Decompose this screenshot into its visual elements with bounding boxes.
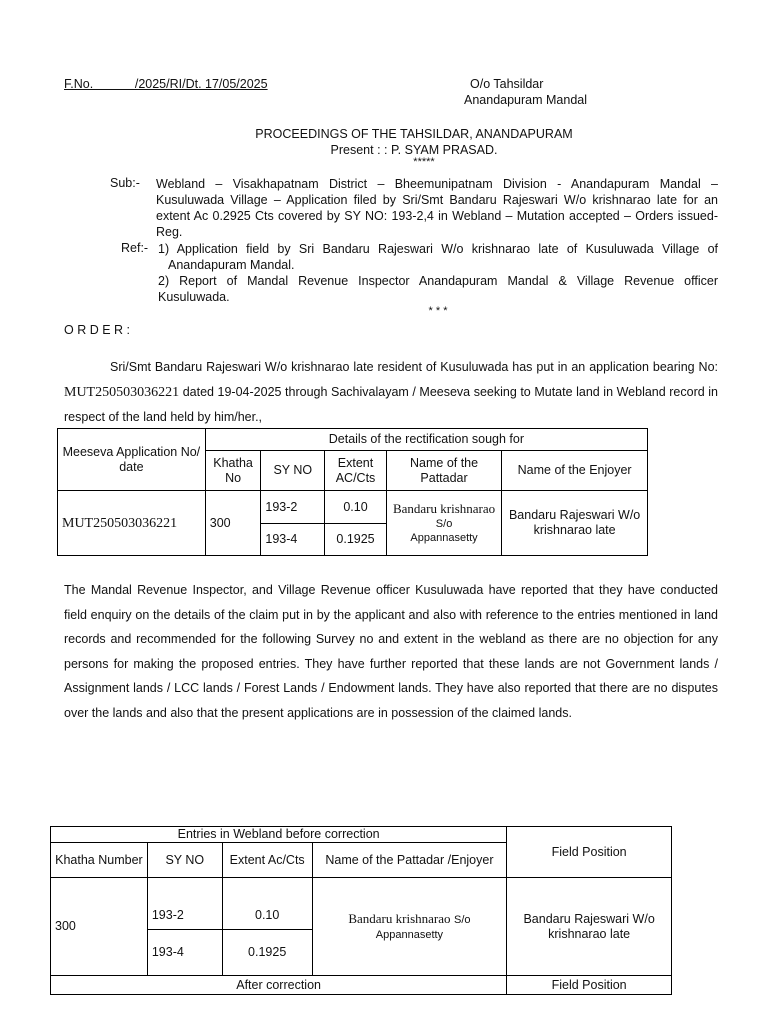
cell-extent: 0.1925 xyxy=(222,930,312,976)
cell-syno: 193-2 xyxy=(147,878,222,930)
group-header: Details of the rectification sough for xyxy=(205,429,647,451)
proceedings-title: PROCEEDINGS OF THE TAHSILDAR, ANANDAPURAM xyxy=(255,127,573,141)
pattadar-name: Bandaru krishnarao xyxy=(392,500,496,516)
present-officer: Present : : P. SYAM PRASAD. xyxy=(330,143,498,157)
webland-entries-table xyxy=(50,826,672,995)
file-number: F.No. /2025/RI/Dt. 17/05/2025 xyxy=(64,77,268,91)
col-khatha: Khatha No xyxy=(205,451,261,491)
col-syno: SY NO xyxy=(147,843,222,878)
rectification-table xyxy=(57,428,648,556)
col-extent: Extent AC/Cts xyxy=(325,451,387,491)
title-stars: ***** xyxy=(413,156,435,168)
order-text-a: Sri/Smt Bandaru Rajeswari W/o krishnarao late resident of Kusuluwada has put in an application bearing No: xyxy=(110,360,718,374)
after-correction-title: After correction xyxy=(51,976,507,995)
cell-extent: 0.10 xyxy=(325,491,387,524)
sub-label: Sub:- xyxy=(110,176,140,190)
cell-pattadar xyxy=(386,491,501,556)
ref-item-1-text: 1) Application field by Sri Bandaru Rajeswari W/o krishnarao late of Kusuluwada Village of Anandapuram Mandal. xyxy=(158,242,718,272)
report-paragraph: The Mandal Revenue Inspector, and Village Revenue officer Kusuluwada have reported that they have conducted field enquiry on the details of the claim put in by the applicant and also with reference to the entries mentioned in land records and recommended for the following Survey no and extent in the webland as there are no objection for any persons for making the proposed entries. They have further reported that these lands are not Government lands / Assignment lands / LCC lands / Forest Lands / Endowment lands. They have also reported that there are no disputes over the lands and also that the present applications are in possession of the claimed lands. xyxy=(64,583,718,720)
col-pattadar: Name of the Pattadar xyxy=(386,451,501,491)
table-row xyxy=(51,878,672,930)
cell-khatha: 300 xyxy=(205,491,261,556)
office-line-2: Anandapuram Mandal xyxy=(464,93,587,107)
ref-item-1 xyxy=(158,241,718,273)
col-field-position: Field Position xyxy=(507,827,672,878)
cell-syno: 193-2 xyxy=(261,491,325,524)
cell-syno: 193-4 xyxy=(147,930,222,976)
col-field-position-after: Field Position xyxy=(507,976,672,995)
order-heading: O R D E R : xyxy=(64,323,130,337)
separator-stars: * * * xyxy=(428,305,448,317)
order-paragraph xyxy=(64,355,718,430)
col-extent: Extent Ac/Cts xyxy=(222,843,312,878)
col-syno: SY NO xyxy=(261,451,325,491)
before-correction-title: Entries in Webland before correction xyxy=(51,827,507,843)
office-line-1: O/o Tahsildar xyxy=(470,77,544,91)
col-application: Meeseva Application No/ date xyxy=(58,429,206,491)
pattadar-father: Appannasetty xyxy=(410,531,478,544)
cell-pattadar xyxy=(312,878,507,976)
table-row xyxy=(58,491,648,524)
cell-extent: 0.10 xyxy=(222,878,312,930)
order-text-b: dated 19-04-2025 through Sachivalayam / Meeseva seeking to Mutate land in Webland record in respect of the land held by him/her., xyxy=(64,384,718,424)
ref-label: Ref:- xyxy=(121,241,149,255)
cell-field-position: Bandaru Rajeswari W/o krishnarao late xyxy=(507,878,672,976)
pattadar-so: S/o xyxy=(454,913,471,926)
cell-app-no: MUT250503036221 xyxy=(58,491,206,556)
sub-text: Webland – Visakhapatnam District – Bheemunipatnam Division - Anandapuram Mandal – Kusuluwada Village – Application filed by Sri/Smt Bandaru Rajeswari W/o krishnarao late for an extent Ac 0.2925 Cts covered by SY NO: 193-2,4 in Webland – Mutation accepted – Orders issued- Reg. xyxy=(156,177,718,239)
col-pattadar-enjoyer: Name of the Pattadar /Enjoyer xyxy=(312,843,507,878)
cell-extent: 0.1925 xyxy=(325,524,387,556)
ref-item-2: 2) Report of Mandal Revenue Inspector Anandapuram Mandal & Village Revenue officer Kusuluwada. xyxy=(158,274,718,304)
cell-enjoyer: Bandaru Rajeswari W/o krishnarao late xyxy=(502,491,648,556)
col-enjoyer: Name of the Enjoyer xyxy=(502,451,648,491)
pattadar-father: Appannasetty xyxy=(375,928,444,941)
cell-syno: 193-4 xyxy=(261,524,325,556)
col-khatha-number: Khatha Number xyxy=(51,843,148,878)
pattadar-name: Bandaru krishnarao xyxy=(348,910,451,926)
cell-khatha: 300 xyxy=(51,878,148,976)
pattadar-so: S/o xyxy=(435,517,453,530)
application-number: MUT250503036221 xyxy=(64,384,180,400)
